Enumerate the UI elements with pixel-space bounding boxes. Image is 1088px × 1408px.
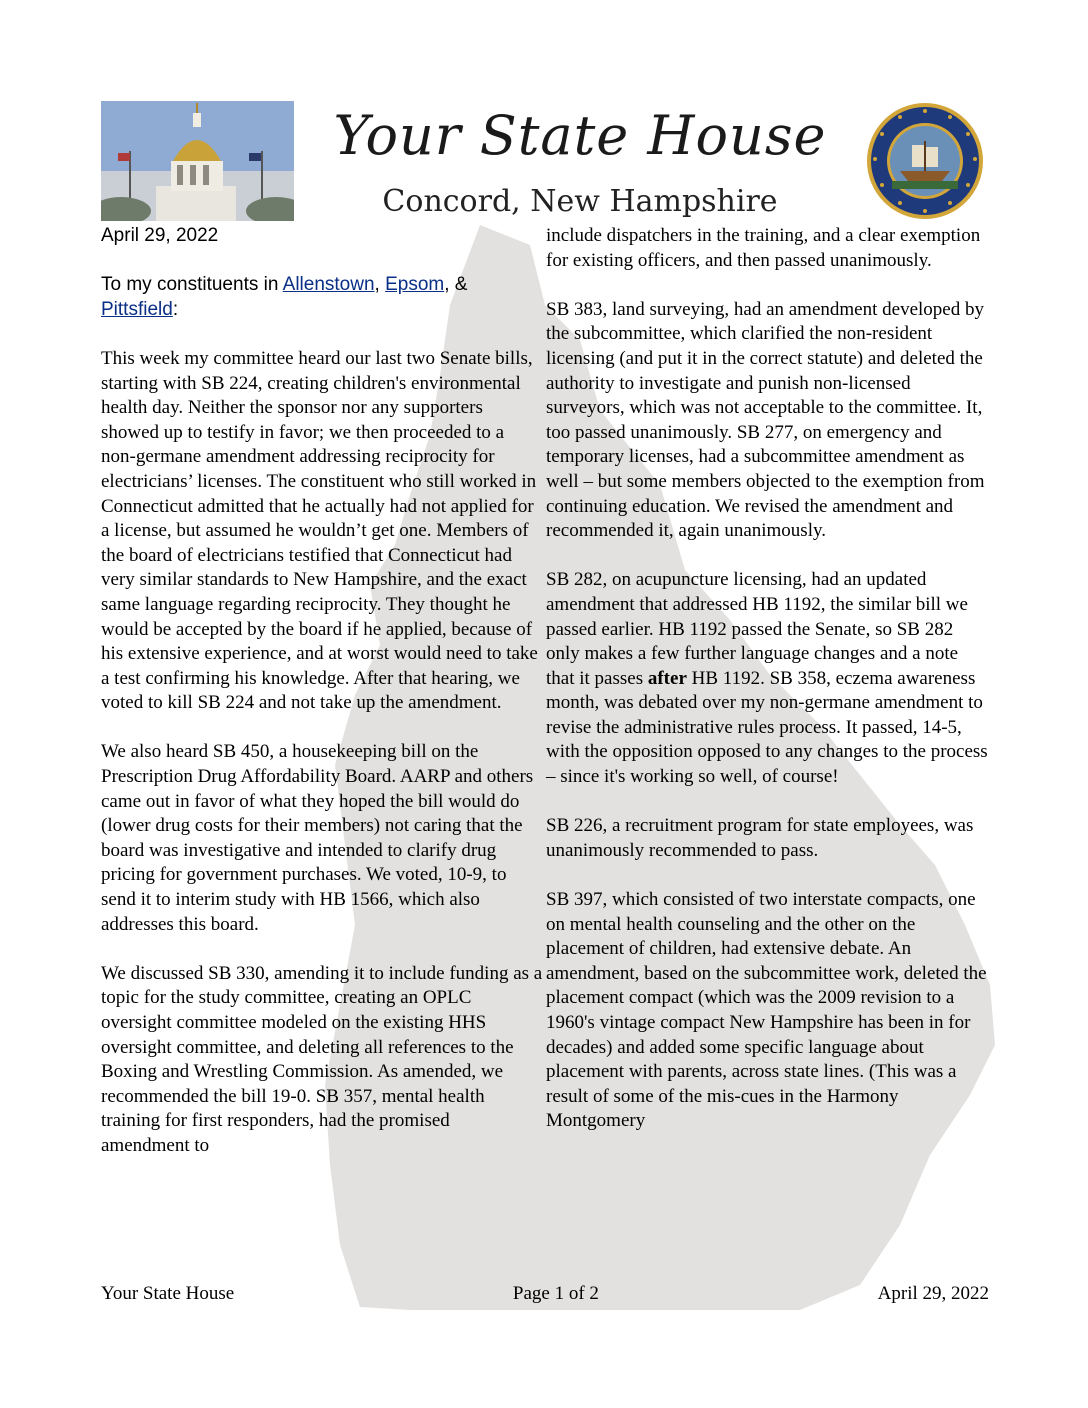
footer-page-number: Page 1 of 2 xyxy=(512,1283,599,1304)
state-house-photo xyxy=(101,101,294,221)
link-epsom[interactable]: Epsom xyxy=(385,274,445,296)
greeting-separator: , & xyxy=(444,274,468,296)
sb282-emphasis: after xyxy=(647,667,687,689)
paragraph: include dispatchers in the training, and a clear exemption for existing officers, and then passed unanimously. xyxy=(546,225,981,271)
right-column xyxy=(546,224,990,1159)
left-column xyxy=(101,224,543,1183)
greeting xyxy=(101,273,543,322)
sb282-text: SB 282, on acupuncture licensing, had an updated amendment that addressed HB 1192, the similar bill we passed earlier. HB 1192 passed the Senate, so SB 282 only makes a few further language changes and a note that it passes xyxy=(546,569,968,689)
paragraph: We discussed SB 330, amending it to include funding as a topic for the study committee, creating an OPLC oversight committee modeled on the existing HHS oversight committee, and deleting all references to the Boxing and Wrestling Commission. As amended, we recommended the bill 19-0. SB 357, mental health training for first responders, had the promised amendment to xyxy=(101,962,543,1156)
greeting-prefix: To my constituents in xyxy=(101,274,279,296)
paragraph: SB 383, land surveying, had an amendment developed by the subcommittee, which clarified the non-resident licensing (and put it in the correct statute) and deleted the authority to investigate and punish non-licensed surveyors, which was not acceptable to the committee. It, too passed unanimously. SB 277, on emergency and temporary licenses, had a subcommittee amendment as well – but some members objected to the exemption from continuing education. We revised the amendment and recommended it, again unanimously. xyxy=(546,298,985,542)
new-hampshire-seal-icon xyxy=(862,101,988,221)
paragraph: This week my committee heard our last two Senate bills, starting with SB 224, creating children's environmental health day. Neither the sponsor nor any supporters showed up to testify in favor; we then proceeded to a non-germane amendment addressing reciprocity for electricians’ licenses. The constituent who still worked in Connecticut admitted that he actually had not applied for a license, but assumed he wouldn’t get one. Members of the board of electricians testified that Connecticut had very similar standards to New Hampshire, and the exact same language regarding reciprocity. They thought he would be accepted by the board if he applied, because of his extensive experience, and at worst would need to take a test confirming his knowledge. After that hearing, we voted to kill SB 224 and not take up the amendment. xyxy=(101,347,538,714)
greeting-end: : xyxy=(172,298,179,320)
greeting-separator: , xyxy=(374,274,386,296)
link-pittsfield[interactable]: Pittsfield xyxy=(101,298,173,320)
paragraph: SB 226, a recruitment program for state employees, was unanimously recommended to pass. xyxy=(546,815,974,861)
paragraph: We also heard SB 450, a housekeeping bill on the Prescription Drug Affordability Board. AARP and others came out in favor of what they hoped the bill would do (lower drug costs for their members) not caring that the board was investigative and intended to clarify drug pricing for government purchases. We voted, 10-9, to send it to interim study with HB 1566, which also addresses this board. xyxy=(101,741,534,935)
masthead-title: Your State House xyxy=(333,104,827,167)
footer-date: April 29, 2022 xyxy=(877,1283,989,1304)
paragraph: SB 397, which consisted of two interstate compacts, one on mental health counseling and the other on the placement of children, had extensive debate. An amendment, based on the subcommittee work, deleted the placement compact (which was the 2009 revision to a 1960's vintage compact New Hampshire has been in for decades) and added some specific language about placement with parents, across state lines. (This was a result of some of the mis-cues in the Harmony Montgomery xyxy=(546,889,987,1132)
link-allenstown[interactable]: Allenstown xyxy=(282,274,375,296)
paragraph-sb282 xyxy=(546,568,990,789)
letter-date: April 29, 2022 xyxy=(101,225,219,246)
masthead-subtitle: Concord, New Hampshire xyxy=(382,184,778,219)
page-footer xyxy=(101,1283,989,1305)
sb282-text: HB 1192. SB 358, eczema awareness month, was debated over my non-germane amendment to revise the administrative rules process. It passed, 14-5, with the opposition opposed to any changes to the process – since it's working so well, of course! xyxy=(546,667,988,788)
footer-publication: Your State House xyxy=(101,1283,235,1304)
